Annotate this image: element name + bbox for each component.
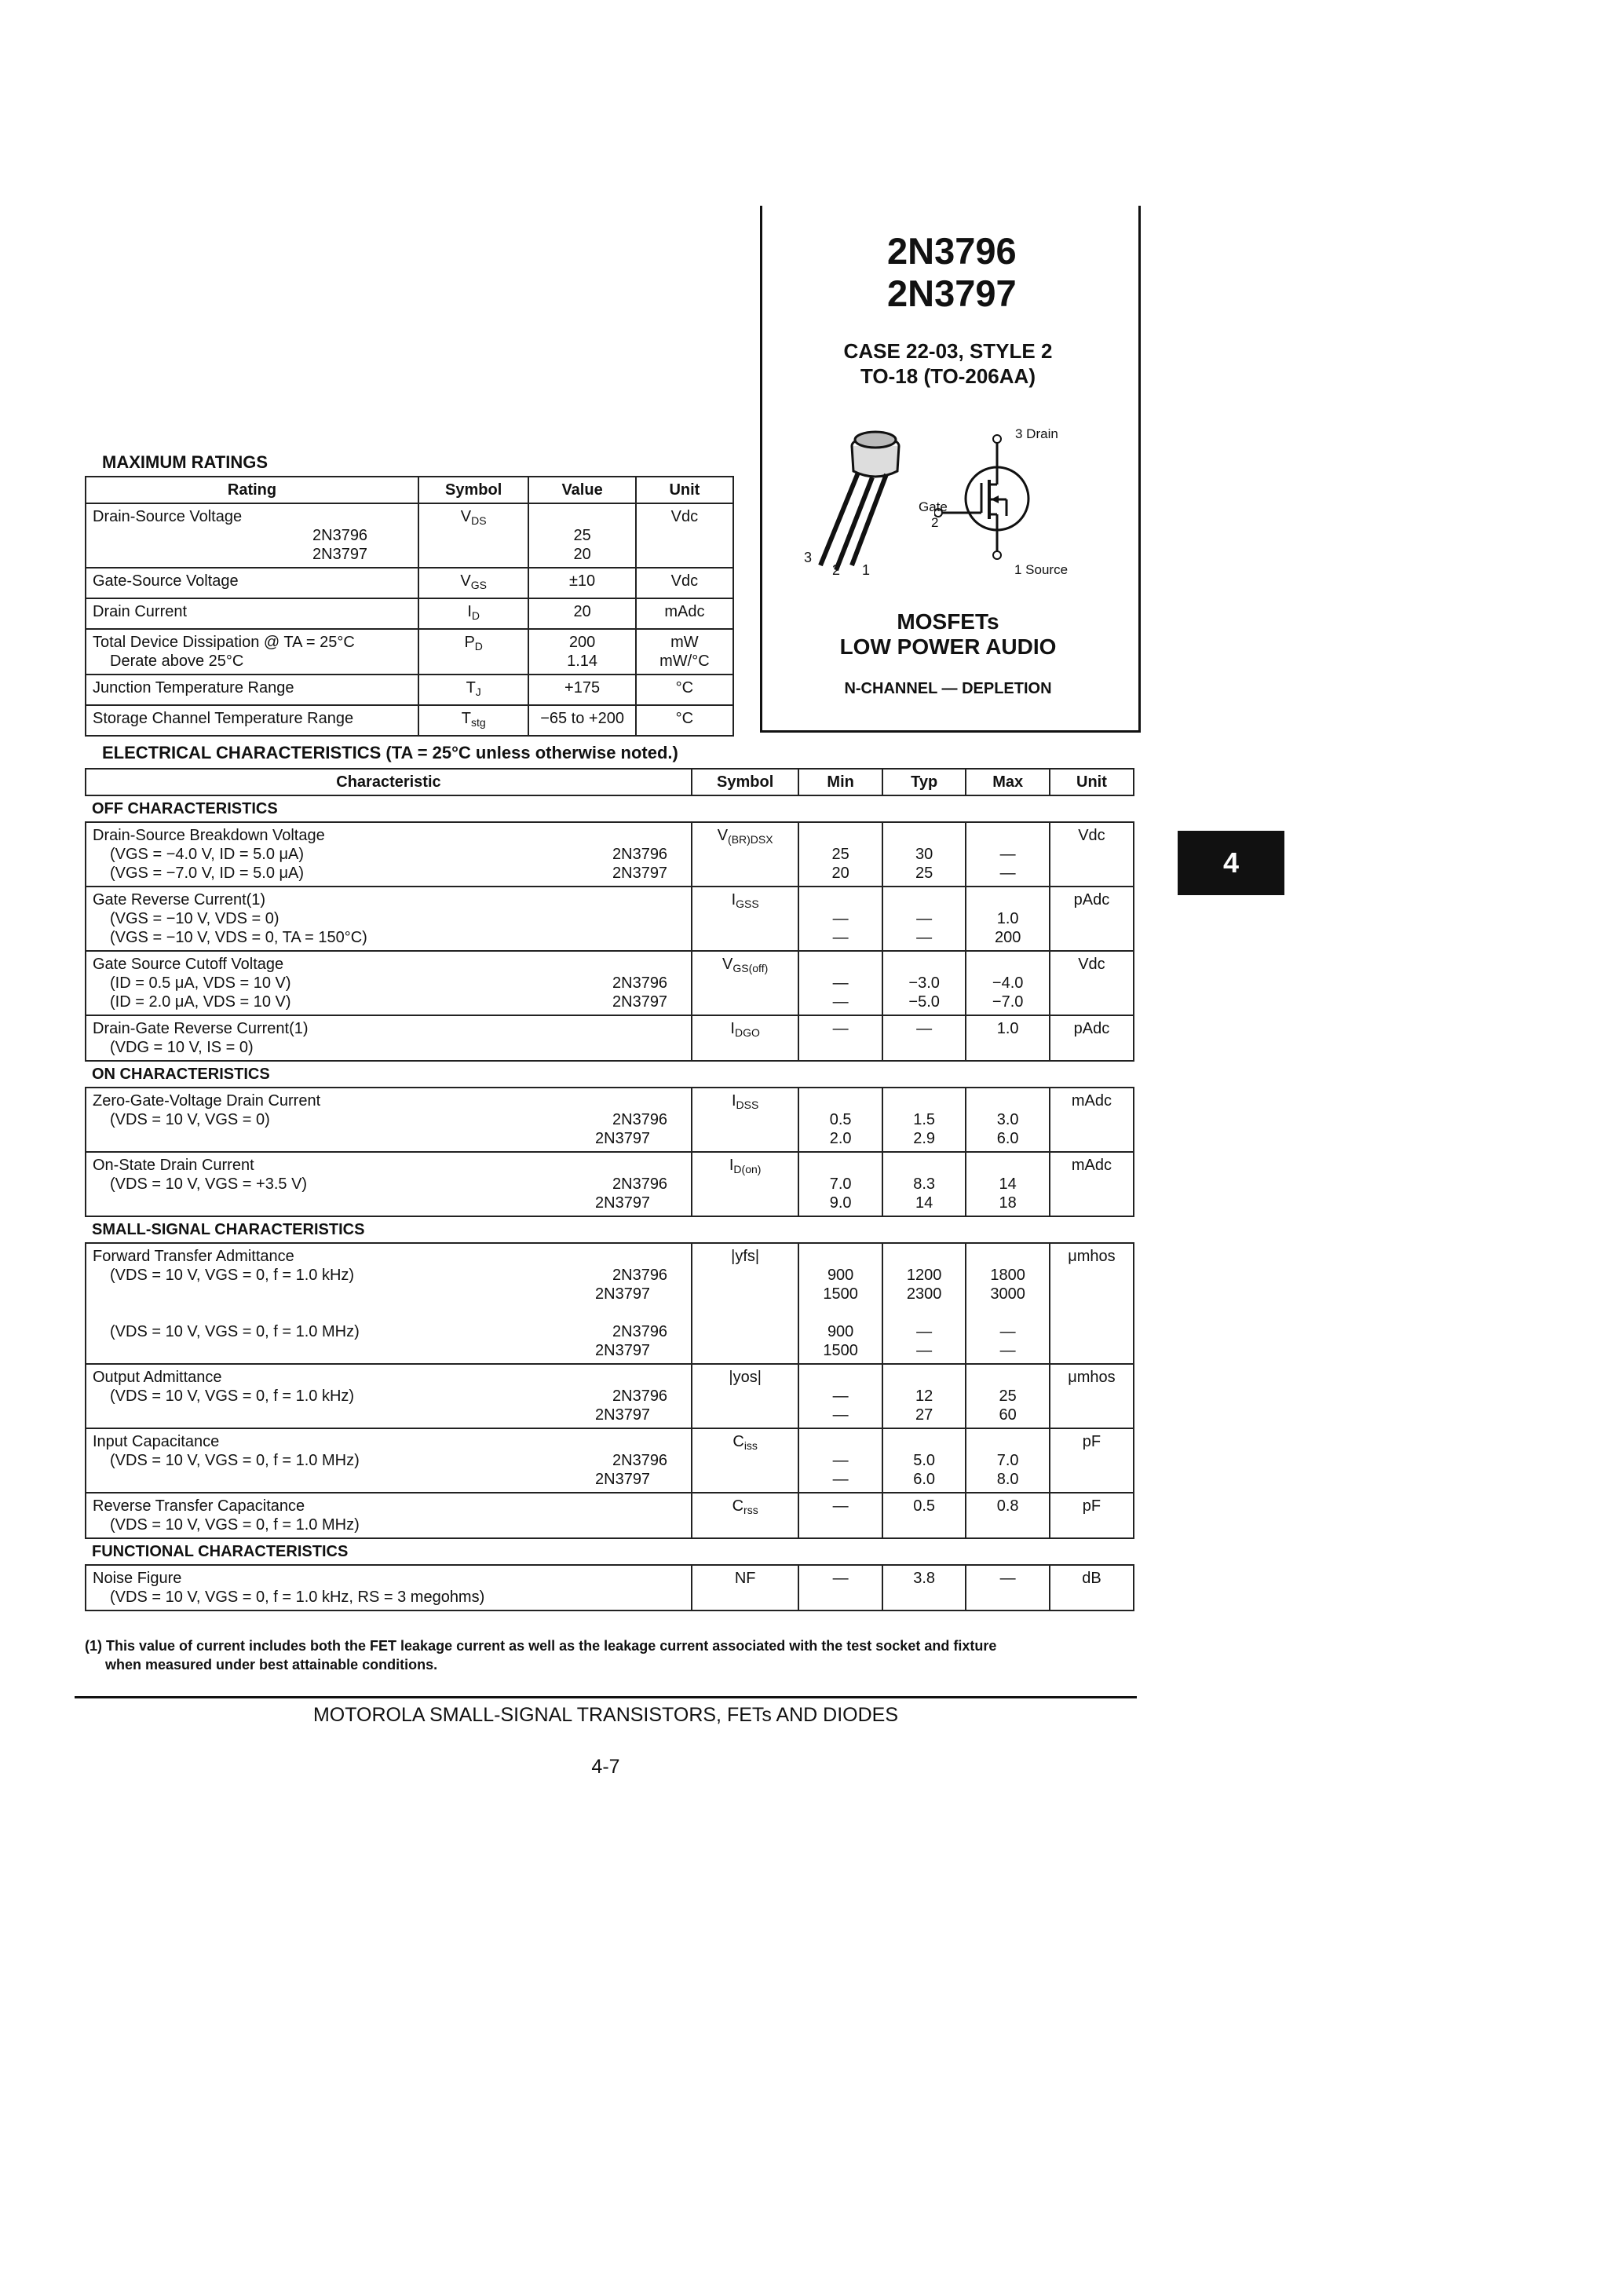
device-type: MOSFETs <box>897 609 999 634</box>
min-cell: — <box>832 1387 849 1405</box>
test-condition: (VGS = −10 V, VDS = 0, TA = 150°C) <box>110 929 367 946</box>
col-rating: Rating <box>86 477 418 503</box>
part-variant: 2N3797 <box>595 1471 651 1488</box>
min-cell: 25 <box>831 846 849 863</box>
section-off-title: OFF CHARACTERISTICS <box>86 795 1134 822</box>
part-variant: 2N3796 <box>612 1111 668 1128</box>
min-cell: — <box>832 910 849 927</box>
table-row <box>86 1015 1134 1061</box>
test-condition: (VDS = 10 V, VGS = +3.5 V) <box>110 1175 308 1193</box>
unit-cell: pF <box>1050 1493 1134 1538</box>
mosfet-symbol <box>934 428 1060 561</box>
symbol-cell: $I_{GSS}$ <box>692 887 798 951</box>
typ-cell: 27 <box>915 1406 933 1424</box>
test-condition: (VDS = 10 V, VGS = 0, f = 1.0 kHz) <box>110 1387 355 1405</box>
part-variant: 2N3797 <box>595 1194 651 1212</box>
min-cell: 900 <box>827 1323 854 1340</box>
typ-cell: — <box>916 929 933 946</box>
section-row <box>86 1061 1134 1088</box>
value-cell: 20 <box>573 546 591 563</box>
value-cell: ±10 <box>528 568 635 598</box>
min-cell: 0.5 <box>829 1111 852 1128</box>
max-cell: −4.0 <box>992 974 1024 992</box>
max-ratings-table <box>85 476 734 737</box>
typ-cell: 5.0 <box>913 1452 936 1469</box>
typ-cell: 12 <box>915 1387 933 1405</box>
unit-cell: μmhos <box>1050 1243 1134 1364</box>
characteristic-name: Gate Source Cutoff Voltage <box>93 956 284 973</box>
test-condition: (ID = 0.5 μA, VDS = 10 V) <box>110 974 291 992</box>
col-unit: Unit <box>636 477 733 503</box>
test-condition: (VDS = 10 V, VGS = 0, f = 1.0 MHz) <box>110 1452 360 1469</box>
value-cell: 25 <box>573 527 591 544</box>
typ-cell: 1200 <box>906 1267 942 1284</box>
part-variant: 2N3797 <box>612 865 668 882</box>
symbol-cell: $T_J$ <box>418 675 528 705</box>
value-cell: 20 <box>528 598 635 629</box>
table-row <box>86 822 1134 887</box>
max-cell: 7.0 <box>996 1452 1019 1469</box>
to18-package-drawing <box>797 416 915 581</box>
symbol-cell: $V_{(BR)DSX}$ <box>692 822 798 887</box>
unit-cell: dB <box>1050 1565 1134 1610</box>
lead-label-1: 1 <box>862 562 871 578</box>
package-name: TO-18 (TO-206AA) <box>860 364 1036 388</box>
page-number: 4-7 <box>591 1756 620 1778</box>
section-row <box>86 1216 1134 1243</box>
characteristic-name: Reverse Transfer Capacitance <box>93 1497 305 1515</box>
part-variant: 2N3797 <box>595 1285 651 1303</box>
table-header-row <box>86 769 1134 795</box>
symbol-cell: $T_{stg}$ <box>418 705 528 736</box>
rating-name: Junction Temperature Range <box>86 675 418 705</box>
test-condition: (VDS = 10 V, VGS = 0) <box>110 1111 270 1128</box>
section-functional-title: FUNCTIONAL CHARACTERISTICS <box>86 1538 1134 1565</box>
section-row <box>86 795 1134 822</box>
value-cell: +175 <box>528 675 635 705</box>
unit-cell: mAdc <box>1050 1088 1134 1152</box>
part-number-2: 2N3797 <box>887 272 1017 314</box>
rating-name: Drain Current <box>86 598 418 629</box>
part-variant: 2N3796 <box>612 1267 668 1284</box>
unit-cell: Vdc <box>1050 822 1134 887</box>
section-tab-4: 4 <box>1178 831 1284 895</box>
section-on-title: ON CHARACTERISTICS <box>86 1061 1134 1088</box>
min-cell: — <box>832 929 849 946</box>
test-condition: (ID = 2.0 μA, VDS = 10 V) <box>110 993 291 1011</box>
characteristic-name: Gate Reverse Current(1) <box>93 891 266 909</box>
unit-cell: μmhos <box>1050 1364 1134 1428</box>
part-variant: 2N3797 <box>595 1406 651 1424</box>
rating-name: Total Device Dissipation @ TA = 25°C <box>93 634 355 651</box>
max-cell: −7.0 <box>992 993 1024 1011</box>
max-cell: 6.0 <box>996 1130 1019 1147</box>
table-row <box>86 1493 1134 1538</box>
value-cell: −65 to +200 <box>528 705 635 736</box>
max-cell: 1800 <box>990 1267 1025 1284</box>
typ-cell: 2.9 <box>913 1130 936 1147</box>
max-cell: — <box>999 1342 1016 1359</box>
table-row <box>86 675 733 705</box>
lead-label-3: 3 <box>804 550 813 565</box>
part-variant: 2N3796 <box>312 527 368 544</box>
table-row <box>86 1152 1134 1216</box>
typ-cell: 1.5 <box>913 1111 936 1128</box>
max-cell: 8.0 <box>996 1471 1019 1488</box>
characteristic-name: Output Admittance <box>93 1369 222 1386</box>
typ-cell: — <box>916 1323 933 1340</box>
min-cell: 20 <box>831 865 849 882</box>
pin-label-gate-number: 2 <box>931 515 939 530</box>
typ-cell: — <box>882 1015 966 1061</box>
part-variant: 2N3797 <box>312 546 368 563</box>
symbol-cell: $C_{iss}$ <box>692 1428 798 1493</box>
part-variant: 2N3796 <box>612 1452 668 1469</box>
part-variant: 2N3797 <box>612 993 668 1011</box>
footnote-line-1: (1) This value of current includes both the FET leakage current as well as the leakage current associated with the test socket and fixture <box>85 1638 997 1654</box>
min-cell: — <box>832 1471 849 1488</box>
table-row <box>86 598 733 629</box>
typ-cell: — <box>916 910 933 927</box>
unit-cell: mAdc <box>636 598 733 629</box>
col-unit: Unit <box>1050 769 1134 795</box>
rating-name: Derate above 25°C <box>110 653 244 670</box>
unit-cell: pAdc <box>1050 887 1134 951</box>
typ-cell: 14 <box>915 1194 933 1212</box>
footer-rule <box>75 1696 1137 1698</box>
part-variant: 2N3796 <box>612 1387 668 1405</box>
max-cell: 1.0 <box>996 910 1019 927</box>
table-row <box>86 503 733 568</box>
col-min: Min <box>798 769 882 795</box>
typ-cell: 6.0 <box>913 1471 936 1488</box>
min-cell: 9.0 <box>829 1194 852 1212</box>
section-small-signal-title: SMALL-SIGNAL CHARACTERISTICS <box>86 1216 1134 1243</box>
test-condition: (VDS = 10 V, VGS = 0, f = 1.0 kHz) <box>110 1267 355 1284</box>
case-style: CASE 22-03, STYLE 2 <box>843 339 1053 363</box>
min-cell: — <box>832 1406 849 1424</box>
rating-name: Gate-Source Voltage <box>86 568 418 598</box>
unit-cell: Vdc <box>636 568 733 598</box>
part-variant: 2N3796 <box>612 974 668 992</box>
symbol-cell: $I_{DSS}$ <box>692 1088 798 1152</box>
electrical-title: ELECTRICAL CHARACTERISTICS (TA = 25°C unless otherwise noted.) <box>102 743 678 762</box>
table-row <box>86 568 733 598</box>
characteristic-name: Noise Figure <box>93 1570 182 1587</box>
table-row <box>86 1088 1134 1152</box>
part-variant: 2N3796 <box>612 846 668 863</box>
col-symbol: Symbol <box>692 769 798 795</box>
part-variant: 2N3797 <box>595 1130 651 1147</box>
pin-label-source: 1 Source <box>1014 562 1069 577</box>
symbol-cell: $V_{GS(off)}$ <box>692 951 798 1015</box>
typ-cell: 8.3 <box>913 1175 936 1193</box>
characteristic-name: Forward Transfer Admittance <box>93 1248 294 1265</box>
col-max: Max <box>966 769 1050 795</box>
min-cell: — <box>832 974 849 992</box>
symbol-cell: $I_D$ <box>418 598 528 629</box>
col-symbol: Symbol <box>418 477 528 503</box>
characteristic-name: Drain-Gate Reverse Current(1) <box>93 1020 309 1037</box>
col-characteristic: Characteristic <box>86 769 692 795</box>
typ-cell: 2300 <box>906 1285 942 1303</box>
part-variant: 2N3797 <box>595 1342 651 1359</box>
min-cell: 7.0 <box>829 1175 852 1193</box>
typ-cell: 0.5 <box>882 1493 966 1538</box>
max-cell: 3.0 <box>996 1111 1019 1128</box>
max-cell: 0.8 <box>966 1493 1050 1538</box>
unit-cell: °C <box>636 705 733 736</box>
part-number-1: 2N3796 <box>887 230 1017 272</box>
test-condition: (VGS = −4.0 V, ID = 5.0 μA) <box>110 846 305 863</box>
unit-cell: mW <box>670 634 699 651</box>
unit-cell: pAdc <box>1050 1015 1134 1061</box>
typ-cell: 25 <box>915 865 933 882</box>
table-row <box>86 887 1134 951</box>
typ-cell: 3.8 <box>882 1565 966 1610</box>
max-cell: 200 <box>994 929 1021 946</box>
unit-cell: Vdc <box>636 503 733 568</box>
rating-name: Storage Channel Temperature Range <box>86 705 418 736</box>
device-application: LOW POWER AUDIO <box>839 634 1057 659</box>
symbol-cell: $I_{D(on)}$ <box>692 1152 798 1216</box>
rating-name: Drain-Source Voltage <box>93 508 243 525</box>
table-row <box>86 1428 1134 1493</box>
min-cell: 900 <box>827 1267 854 1284</box>
test-condition: (VDS = 10 V, VGS = 0, f = 1.0 MHz) <box>110 1323 360 1340</box>
max-cell: 60 <box>999 1406 1017 1424</box>
part-variant: 2N3796 <box>612 1175 668 1193</box>
value-cell: 1.14 <box>567 653 598 670</box>
max-cell: — <box>966 1565 1050 1610</box>
characteristic-name: Input Capacitance <box>93 1433 220 1450</box>
table-row <box>86 1565 1134 1610</box>
characteristic-name: On-State Drain Current <box>93 1157 254 1174</box>
unit-cell: °C <box>636 675 733 705</box>
typ-cell: −5.0 <box>908 993 940 1011</box>
symbol-cell: |yfs| <box>692 1243 798 1364</box>
footnote-line-2: when measured under best attainable conditions. <box>105 1657 438 1673</box>
unit-cell: mAdc <box>1050 1152 1134 1216</box>
unit-cell: mW/°C <box>659 653 710 670</box>
min-cell: — <box>798 1493 882 1538</box>
typ-cell: −3.0 <box>908 974 940 992</box>
typ-cell: — <box>916 1342 933 1359</box>
table-header-row <box>86 477 733 503</box>
symbol-cell: NF <box>692 1565 798 1610</box>
min-cell: — <box>832 1452 849 1469</box>
unit-cell: Vdc <box>1050 951 1134 1015</box>
max-cell: 14 <box>999 1175 1017 1193</box>
col-typ: Typ <box>882 769 966 795</box>
test-condition: (VGS = −7.0 V, ID = 5.0 μA) <box>110 865 305 882</box>
table-row <box>86 705 733 736</box>
pin-label-drain: 3 Drain <box>1015 426 1058 441</box>
max-cell: — <box>999 865 1016 882</box>
typ-cell: 30 <box>915 846 933 863</box>
table-row <box>86 629 733 675</box>
footer-title: MOTOROLA SMALL-SIGNAL TRANSISTORS, FETs AND DIODES <box>312 1704 899 1726</box>
max-cell: — <box>999 846 1016 863</box>
symbol-cell: $P_D$ <box>418 629 528 675</box>
min-cell: 2.0 <box>829 1130 852 1147</box>
table-row <box>86 1243 1134 1364</box>
min-cell: 1500 <box>823 1342 858 1359</box>
pin-label-gate: Gate <box>919 499 948 514</box>
section-row <box>86 1538 1134 1565</box>
test-condition: (VDS = 10 V, VGS = 0, f = 1.0 kHz, RS = 3 megohms) <box>110 1589 485 1606</box>
device-channel: N-CHANNEL — DEPLETION <box>844 680 1052 697</box>
lead-label-2: 2 <box>832 562 841 578</box>
max-cell: 1.0 <box>966 1015 1050 1061</box>
test-condition: (VDG = 10 V, IS = 0) <box>110 1039 254 1056</box>
symbol-cell: $V_{GS}$ <box>418 568 528 598</box>
unit-cell: pF <box>1050 1428 1134 1493</box>
max-cell: 3000 <box>990 1285 1025 1303</box>
max-cell: 18 <box>999 1194 1017 1212</box>
min-cell: — <box>798 1565 882 1610</box>
max-ratings-title: MAXIMUM RATINGS <box>102 452 269 472</box>
min-cell: — <box>832 993 849 1011</box>
max-cell: 25 <box>999 1387 1017 1405</box>
min-cell: — <box>798 1015 882 1061</box>
symbol-cell: $I_{DGO}$ <box>692 1015 798 1061</box>
symbol-cell: |yos| <box>692 1364 798 1428</box>
max-cell: — <box>999 1323 1016 1340</box>
table-row <box>86 951 1134 1015</box>
symbol-cell: $C_{rss}$ <box>692 1493 798 1538</box>
table-row <box>86 1364 1134 1428</box>
test-condition: (VDS = 10 V, VGS = 0, f = 1.0 MHz) <box>110 1516 360 1534</box>
symbol-cell: $V_{DS}$ <box>418 503 528 568</box>
characteristic-name: Drain-Source Breakdown Voltage <box>93 827 325 844</box>
col-value: Value <box>528 477 635 503</box>
test-condition: (VGS = −10 V, VDS = 0) <box>110 910 279 927</box>
value-cell: 200 <box>568 634 596 651</box>
electrical-characteristics-table <box>85 768 1134 1611</box>
characteristic-name: Zero-Gate-Voltage Drain Current <box>93 1092 321 1110</box>
part-variant: 2N3796 <box>612 1323 668 1340</box>
min-cell: 1500 <box>823 1285 858 1303</box>
